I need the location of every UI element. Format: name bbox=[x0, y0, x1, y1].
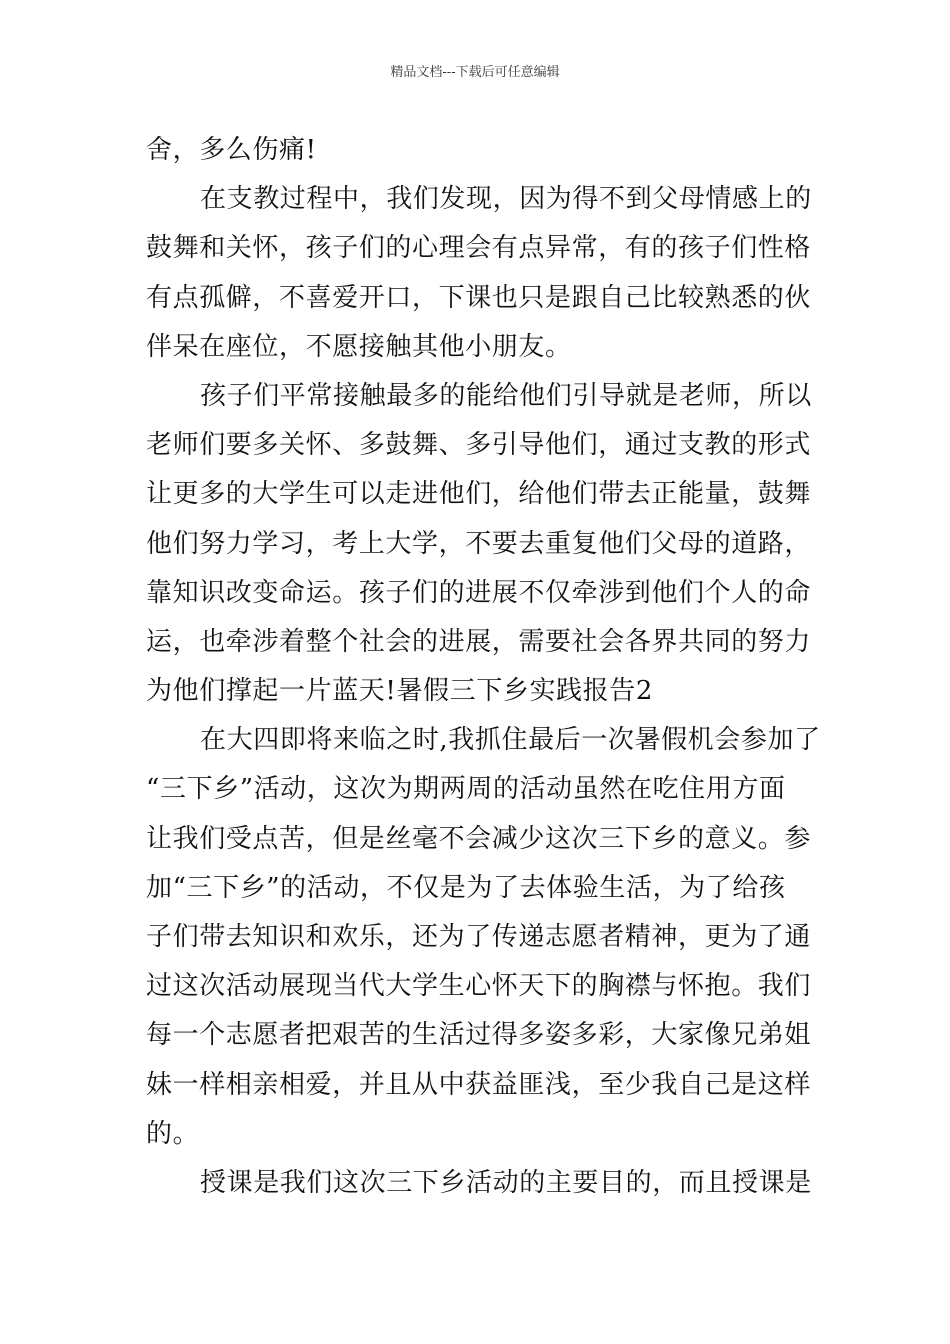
text-line: 鼓舞和关怀，孩子们的心理会有点异常，有的孩子们性格 bbox=[146, 233, 812, 264]
text-line: 子们带去知识和欢乐，还为了传递志愿者精神，更为了通 bbox=[146, 922, 812, 952]
text-line: 为他们撑起一片蓝天!暑假三下乡实践报告2 bbox=[146, 676, 653, 707]
text-line: 伴呆在座位，不愿接触其他小朋友。 bbox=[146, 331, 572, 362]
text-line: 妹一样相亲相爱，并且从中获益匪浅，至少我自己是这样 bbox=[146, 1069, 812, 1100]
text-line: “三下乡”活动，这次为期两周的活动虽然在吃住用方面 bbox=[146, 774, 786, 805]
text-line: 运，也牵涉着整个社会的进展，需要社会各界共同的努力 bbox=[146, 626, 812, 657]
text-line: 过这次活动展现当代大学生心怀天下的胸襟与怀抱。我们 bbox=[146, 971, 812, 1002]
page-header: 精品文档---下载后可任意编辑 bbox=[390, 65, 560, 80]
text-line: 靠知识改变命运。孩子们的进展不仅牵涉到他们个人的命 bbox=[146, 577, 812, 608]
text-line: 让我们受点苦，但是丝毫不会减少这次三下乡的意义。参 bbox=[146, 823, 812, 854]
text-line: 让更多的大学生可以走进他们，给他们带去正能量，鼓舞 bbox=[146, 479, 812, 510]
text-line: 老师们要多关怀、多鼓舞、多引导他们，通过支教的形式 bbox=[146, 430, 812, 461]
text-line: 每一个志愿者把艰苦的生活过得多姿多彩，大家像兄弟姐 bbox=[146, 1020, 812, 1051]
paragraph-first-line: 授课是我们这次三下乡活动的主要目的，而且授课是 bbox=[200, 1167, 812, 1198]
text-line: 有点孤僻，不喜爱开口，下课也只是跟自己比较熟悉的伙 bbox=[146, 282, 812, 313]
paragraph-first-line: 孩子们平常接触最多的能给他们引导就是老师，所以 bbox=[200, 380, 812, 411]
paragraph-first-line: 在支教过程中，我们发现，因为得不到父母情感上的 bbox=[200, 184, 812, 215]
text-line: 加“三下乡”的活动，不仅是为了去体验生活，为了给孩 bbox=[146, 872, 786, 903]
text-line: 舍，多么伤痛! bbox=[146, 135, 317, 165]
text-line: 的。 bbox=[146, 1118, 200, 1149]
document-body bbox=[146, 126, 821, 1208]
paragraph-first-line: 在大四即将来临之时,我抓住最后一次暑假机会参加了 bbox=[200, 725, 821, 756]
text-line: 他们努力学习，考上大学，不要去重复他们父母的道路， bbox=[146, 528, 812, 559]
